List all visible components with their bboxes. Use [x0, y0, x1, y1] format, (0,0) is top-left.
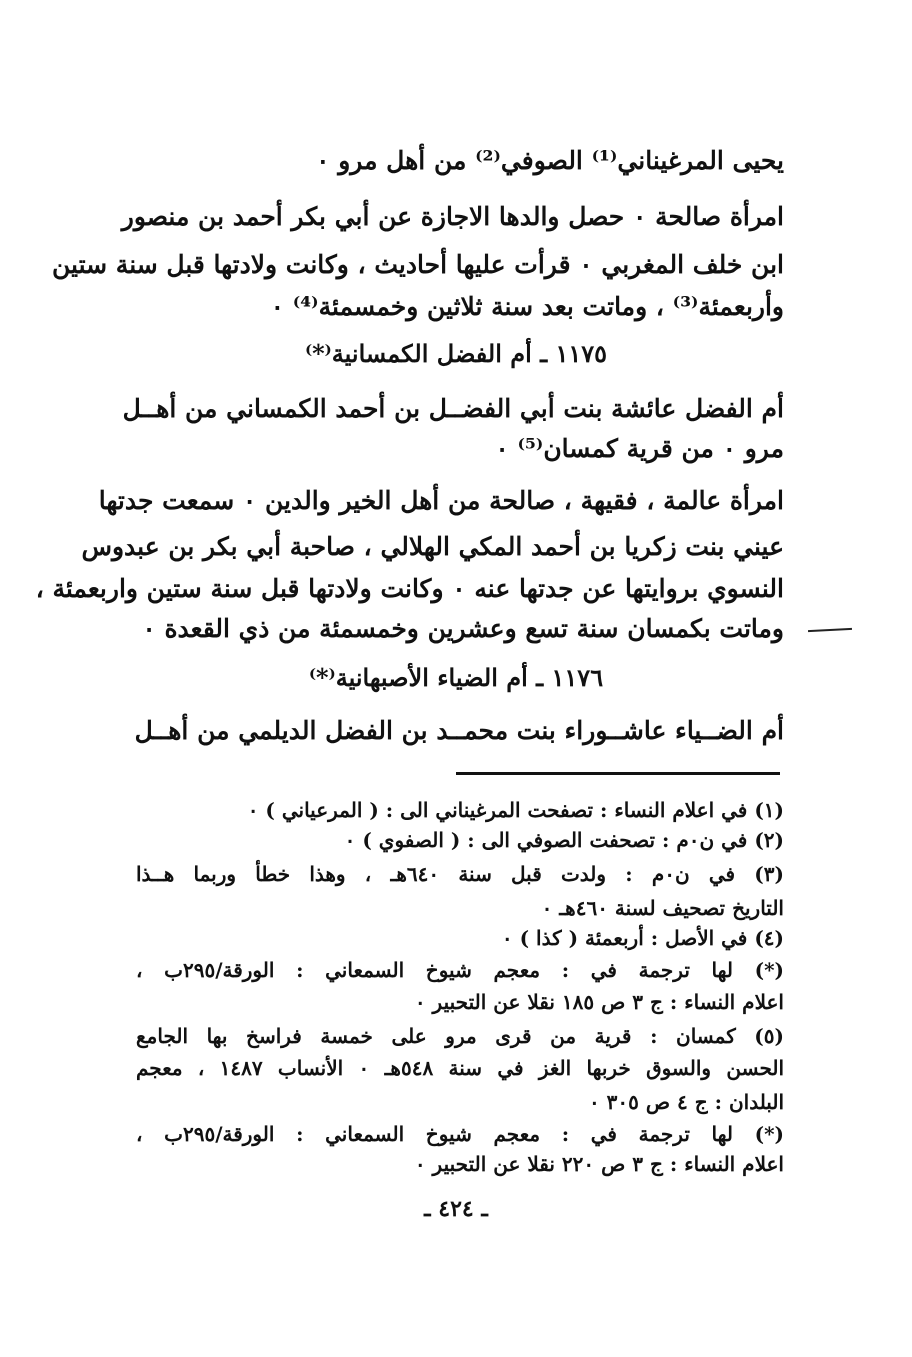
- text-line: النسوي بروايتها عن جدتها عنه ٠ وكانت ولادتها قبل سنة ستين واربعمئة ،: [35, 574, 784, 603]
- footnote-line: (*) لها ترجمة في : معجم شيوخ السمعاني : الورقة/٢٩٥ب ،: [136, 958, 784, 982]
- footnote-line: (٥) كمسان : قرية من قرى مرو على خمسة فراسخ بها الجامع: [136, 1024, 784, 1048]
- footnote-separator: [456, 772, 780, 775]
- footnote-line: (*) لها ترجمة في : معجم شيوخ السمعاني : الورقة/٢٩٥ب ،: [136, 1122, 784, 1146]
- text-line: امرأة عالمة ، فقيهة ، صالحة من أهل الخير والدين ٠ سمعت جدتها: [98, 486, 784, 515]
- text-line: يحيى المرغيناني⁽¹⁾ الصوفي⁽²⁾ من أهل مرو ٠: [316, 146, 784, 175]
- text-line: امرأة صالحة ٠ حصل والدها الاجازة عن أبي بكر أحمد بن منصور: [121, 202, 784, 231]
- text-line: أم الضــياء عاشــوراء بنت محمــد بن الفضل الديلمي من أهــل: [134, 716, 784, 745]
- footnote-line: (٤) في الأصل : أربعمئة ( كذا ) ٠: [501, 926, 784, 950]
- footnote-line: (٣) في ن٠م : ولدت قبل سنة ٦٤٠هـ ، وهذا خطأ وربما هــذا: [136, 862, 784, 886]
- entry-heading: ١١٧٦ ـ أم الضياء الأصبهانية⁽*⁾: [308, 663, 604, 692]
- page-number: ـ ٤٢٤ ـ: [424, 1196, 488, 1222]
- text-line: مرو ٠ من قرية كمسان⁽⁵⁾ ٠: [495, 434, 784, 463]
- footnote-line: (١) في اعلام النساء : تصفحت المرغيناني الى : ( المرعياني ) ٠: [247, 798, 784, 822]
- footnote-line: الحسن والسوق خربها الغز في سنة ٥٤٨هـ ٠ الأنساب ١٤٨٧ ، معجم: [136, 1056, 785, 1080]
- text-line: وأربعمئة⁽³⁾ ، وماتت بعد سنة ثلاثين وخمسمئة⁽⁴⁾ ٠: [270, 292, 784, 321]
- entry-heading: ١١٧٥ ـ أم الفضل الكمسانية⁽*⁾: [304, 339, 608, 368]
- footnote-line: التاريخ تصحيف لسنة ٤٦٠هـ ٠: [541, 896, 784, 920]
- footnote-line: اعلام النساء : ج ٣ ص ٢٢٠ نقلا عن التحبير ٠: [414, 1152, 784, 1176]
- footnote-line: (٢) في ن٠م : تصحفت الصوفي الى : ( الصفوي ) ٠: [344, 828, 784, 852]
- text-line: وماتت بكمسان سنة تسع وعشرين وخمسمئة من ذي القعدة ٠: [142, 614, 784, 643]
- text-line: أم الفضل عائشة بنت أبي الفضــل بن أحمد الكمساني من أهــل: [122, 394, 784, 423]
- footnote-line: اعلام النساء : ج ٣ ص ١٨٥ نقلا عن التحبير ٠: [414, 990, 784, 1014]
- text-line: ابن خلف المغربي ٠ قرأت عليها أحاديث ، وكانت ولادتها قبل سنة ستين: [52, 250, 784, 279]
- margin-mark: [808, 628, 852, 632]
- footnote-line: البلدان : ج ٤ ص ٣٠٥ ٠: [588, 1090, 784, 1114]
- text-line: عيني بنت زكريا بن أحمد المكي الهلالي ، صاحبة أبي بكر بن عبدوس: [81, 532, 784, 561]
